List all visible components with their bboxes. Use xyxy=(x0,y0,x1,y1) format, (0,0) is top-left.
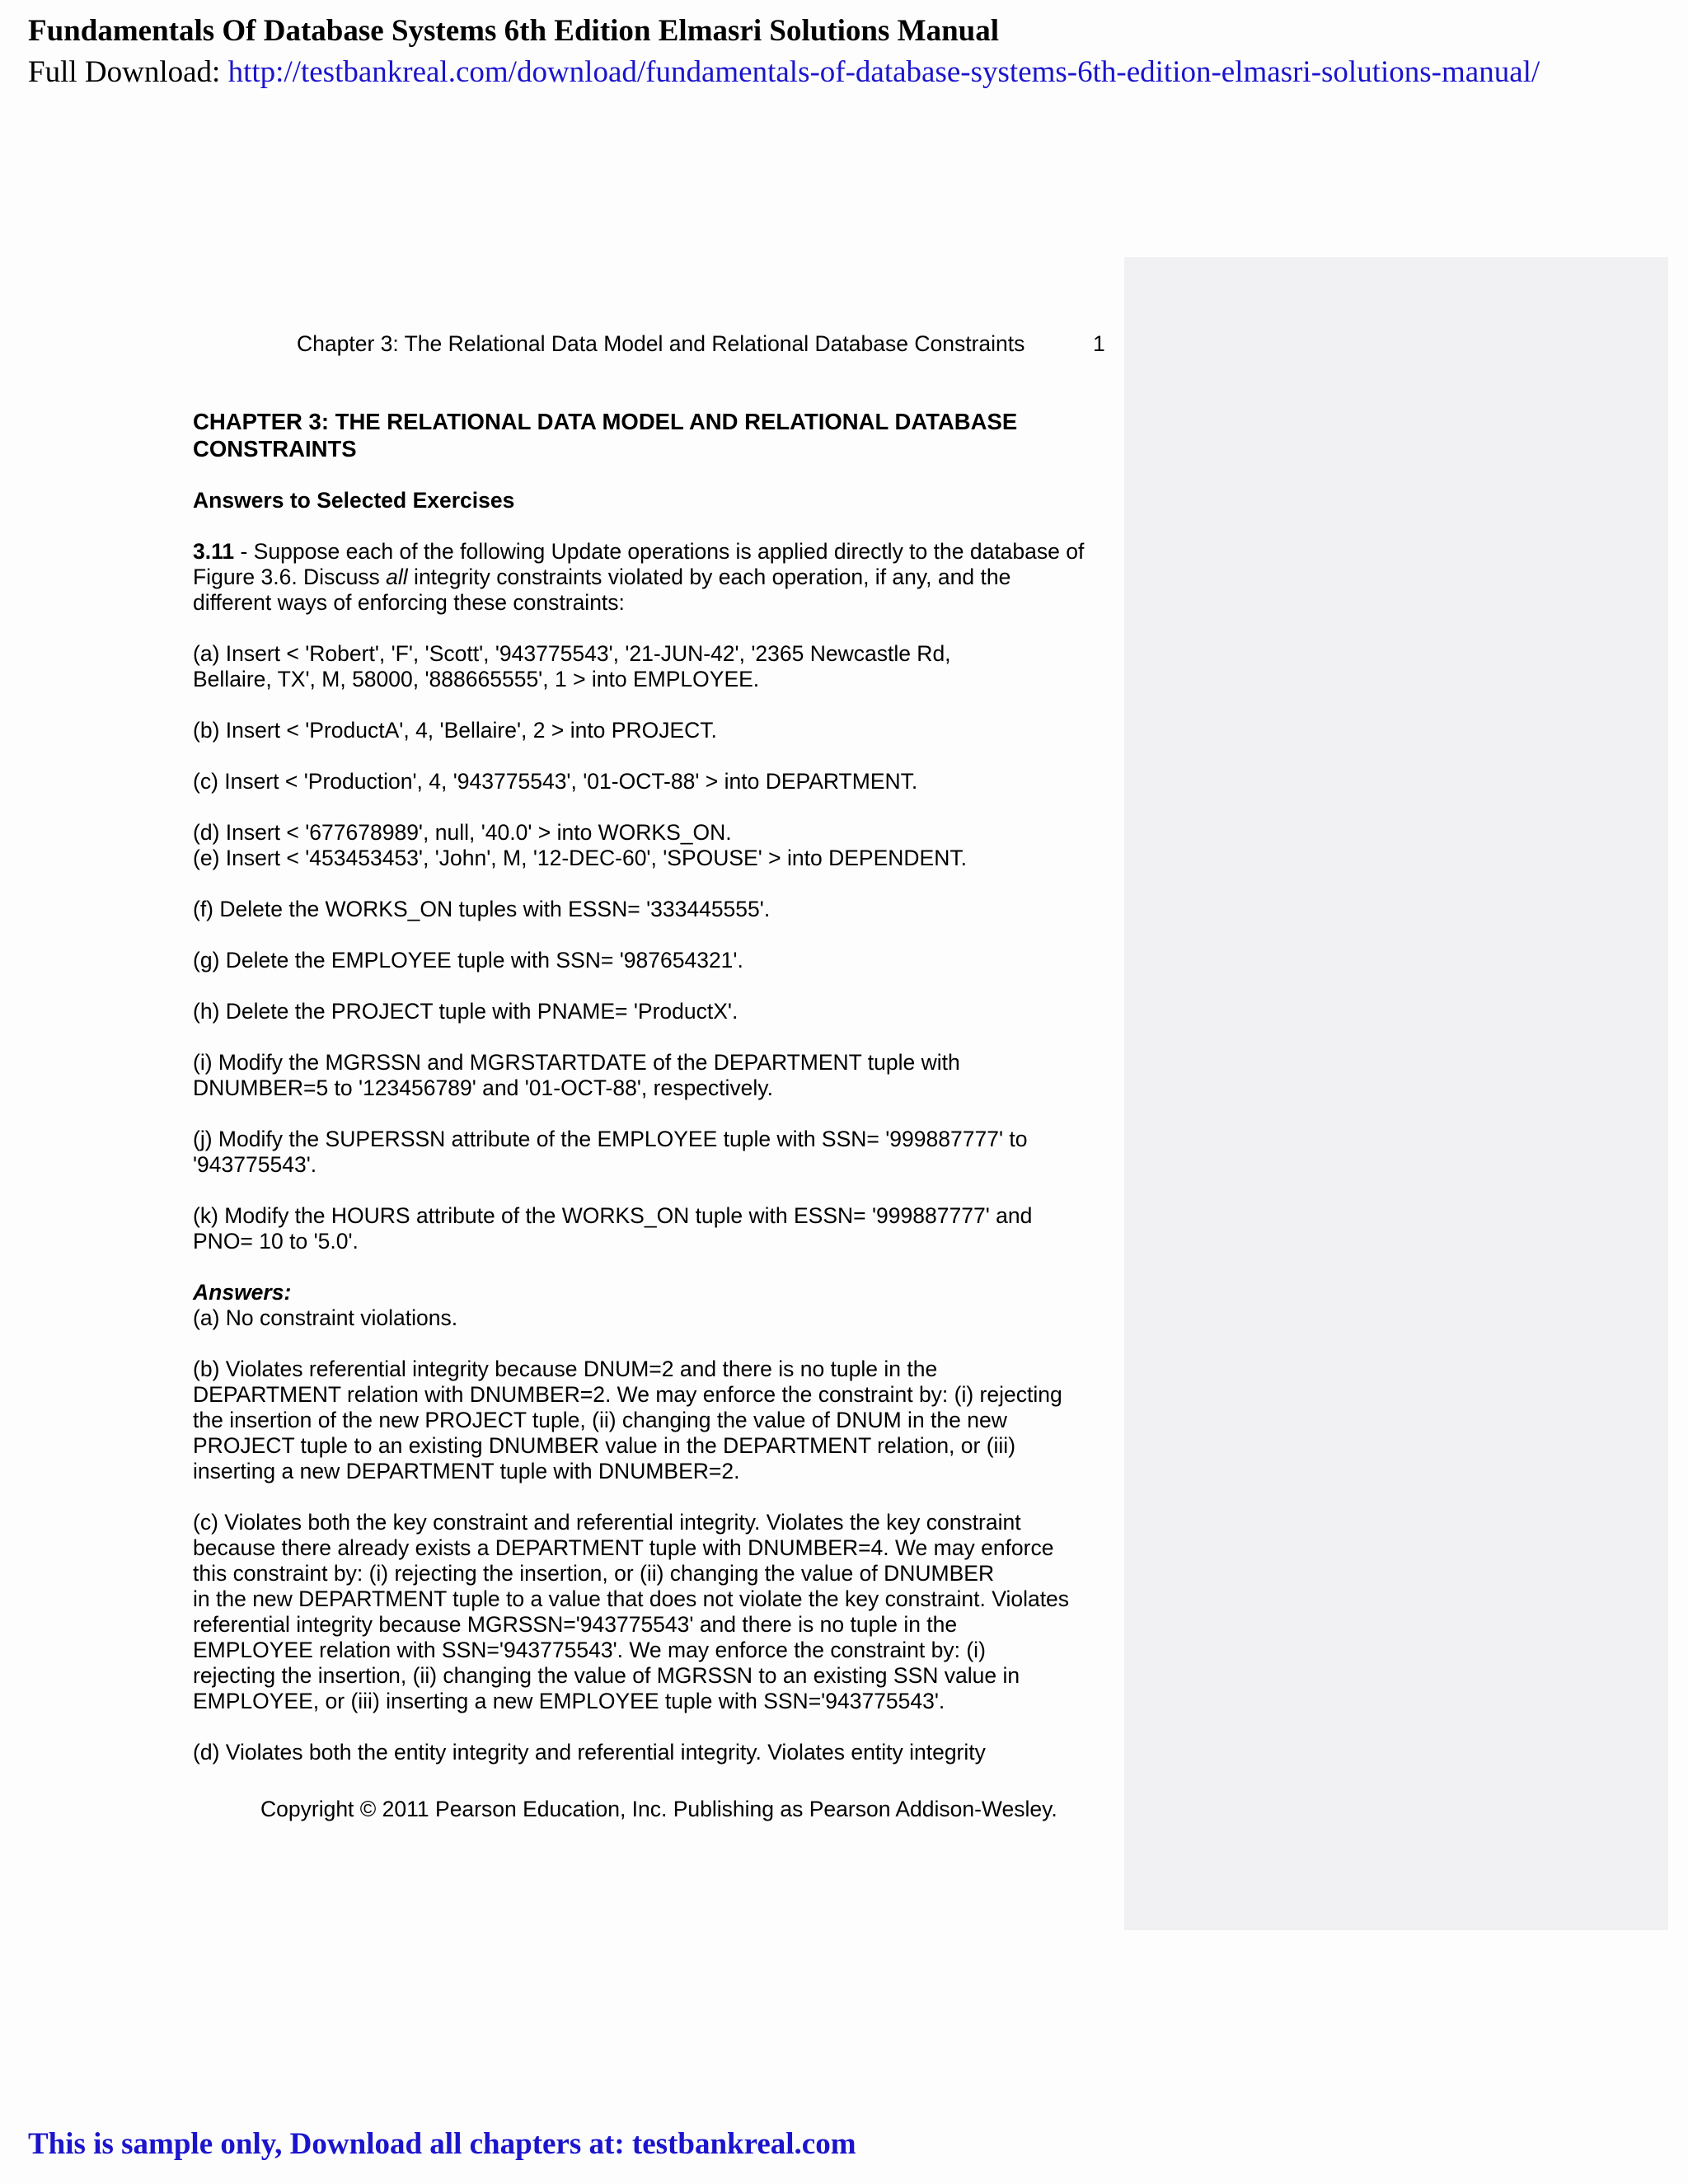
chapter-title-line: CHAPTER 3: THE RELATIONAL DATA MODEL AND RELATIONAL DATABASE xyxy=(193,409,1018,434)
text-line: (j) Modify the SUPERSSN attribute of the EMPLOYEE tuple with SSN= '999887777' to xyxy=(193,1127,1028,1151)
text-line: PNO= 10 to '5.0'. xyxy=(193,1229,359,1254)
text-line: - Suppose each of the following Update operations is applied directly to the database of xyxy=(234,539,1085,564)
operation-d: (d) Insert < '677678989', null, '40.0' > into WORKS_ON. xyxy=(193,820,732,845)
answers-block xyxy=(193,1280,1108,1331)
text-line: different ways of enforcing these constraints: xyxy=(193,590,625,615)
page-content xyxy=(193,408,1108,1765)
text-line: referential integrity because MGRSSN='943775543' and there is no tuple in the xyxy=(193,1612,958,1637)
text-line: '943775543'. xyxy=(193,1152,317,1177)
promo-download-line xyxy=(28,51,1540,94)
text-line: EMPLOYEE relation with SSN='943775543'. We may enforce the constraint by: (i) xyxy=(193,1638,986,1662)
chapter-title xyxy=(193,408,1108,462)
operation-h: (h) Delete the PROJECT tuple with PNAME= 'ProductX'. xyxy=(193,999,738,1024)
answer-c xyxy=(193,1510,1108,1714)
text-line: (a) Insert < 'Robert', 'F', 'Scott', '943775543', '21-JUN-42', '2365 Newcastle Rd, xyxy=(193,641,951,666)
operation-k xyxy=(193,1203,1108,1254)
operation-g: (g) Delete the EMPLOYEE tuple with SSN= '987654321'. xyxy=(193,948,743,972)
text-line: rejecting the insertion, (ii) changing the value of MGRSSN to an existing SSN value in xyxy=(193,1663,1020,1688)
operation-e: (e) Insert < '453453453', 'John', M, '12-DEC-60', 'SPOUSE' > into DEPENDENT. xyxy=(193,846,967,870)
text-line: (k) Modify the HOURS attribute of the WORKS_ON tuple with ESSN= '999887777' and xyxy=(193,1203,1033,1228)
running-header: Chapter 3: The Relational Data Model and Relational Database Constraints xyxy=(297,331,1025,356)
text-line: this constraint by: (i) rejecting the insertion, or (ii) changing the value of DNUMBER xyxy=(193,1561,995,1586)
download-label: Full Download: xyxy=(28,55,228,89)
answers-heading: Answers: xyxy=(193,1280,292,1305)
chapter-title-line: CONSTRAINTS xyxy=(193,436,357,462)
text-line: EMPLOYEE, or (iii) inserting a new EMPLOYEE tuple with SSN='943775543'. xyxy=(193,1689,945,1713)
text-line: the insertion of the new PROJECT tuple, (ii) changing the value of DNUM in the new xyxy=(193,1408,1007,1432)
text-line: integrity constraints violated by each operation, if any, and the xyxy=(407,565,1011,589)
answer-a: (a) No constraint violations. xyxy=(193,1305,458,1330)
exercise-number: 3.11 xyxy=(193,539,235,564)
answer-d: (d) Violates both the entity integrity and referential integrity. Violates entity integrity xyxy=(193,1740,986,1765)
text-line: in the new DEPARTMENT tuple to a value that does not violate the key constraint. Violates xyxy=(193,1586,1070,1611)
operation-c: (c) Insert < 'Production', 4, '943775543', '01-OCT-88' > into DEPARTMENT. xyxy=(193,769,918,794)
text-line: PROJECT tuple to an existing DNUMBER value in the DEPARTMENT relation, or (iii) xyxy=(193,1433,1016,1458)
section-heading: Answers to Selected Exercises xyxy=(193,488,515,513)
answer-b xyxy=(193,1357,1108,1484)
operation-i xyxy=(193,1050,1108,1101)
text-line: (c) Violates both the key constraint and referential integrity. Violates the key constraint xyxy=(193,1510,1021,1535)
operation-a xyxy=(193,641,1108,692)
text-line: Bellaire, TX', M, 58000, '888665555', 1 > into EMPLOYEE. xyxy=(193,667,760,691)
exercise-intro xyxy=(193,539,1108,616)
text-line: (i) Modify the MGRSSN and MGRSTARTDATE of the DEPARTMENT tuple with xyxy=(193,1050,960,1075)
emphasis: all xyxy=(386,565,408,589)
text-line: because there already exists a DEPARTMENT tuple with DNUMBER=4. We may enforce xyxy=(193,1535,1054,1560)
page-number: 1 xyxy=(1093,331,1105,356)
text-line: (b) Violates referential integrity because DNUM=2 and there is no tuple in the xyxy=(193,1357,938,1381)
copyright-footer: Copyright © 2011 Pearson Education, Inc. Publishing as Pearson Addison-Wesley. xyxy=(260,1797,1057,1821)
operation-f: (f) Delete the WORKS_ON tuples with ESSN= '333445555'. xyxy=(193,897,771,921)
text-line: DEPARTMENT relation with DNUMBER=2. We may enforce the constraint by: (i) rejecting xyxy=(193,1382,1062,1407)
download-link[interactable]: http://testbankreal.com/download/fundamentals-of-database-systems-6th-edition-elmasri-solutions-manual/ xyxy=(227,55,1540,89)
text-line: inserting a new DEPARTMENT tuple with DNUMBER=2. xyxy=(193,1459,740,1483)
text-line: DNUMBER=5 to '123456789' and '01-OCT-88', respectively. xyxy=(193,1076,773,1100)
operation-j xyxy=(193,1127,1108,1178)
gray-side-panel xyxy=(1124,257,1668,1930)
promo-title: Fundamentals Of Database Systems 6th Edition Elmasri Solutions Manual xyxy=(28,14,1000,48)
operation-b: (b) Insert < 'ProductA', 4, 'Bellaire', 2 > into PROJECT. xyxy=(193,718,717,743)
text-line: Figure 3.6. Discuss xyxy=(193,565,387,589)
bottom-promo-banner: This is sample only, Download all chapters at: testbankreal.com xyxy=(28,2127,856,2161)
